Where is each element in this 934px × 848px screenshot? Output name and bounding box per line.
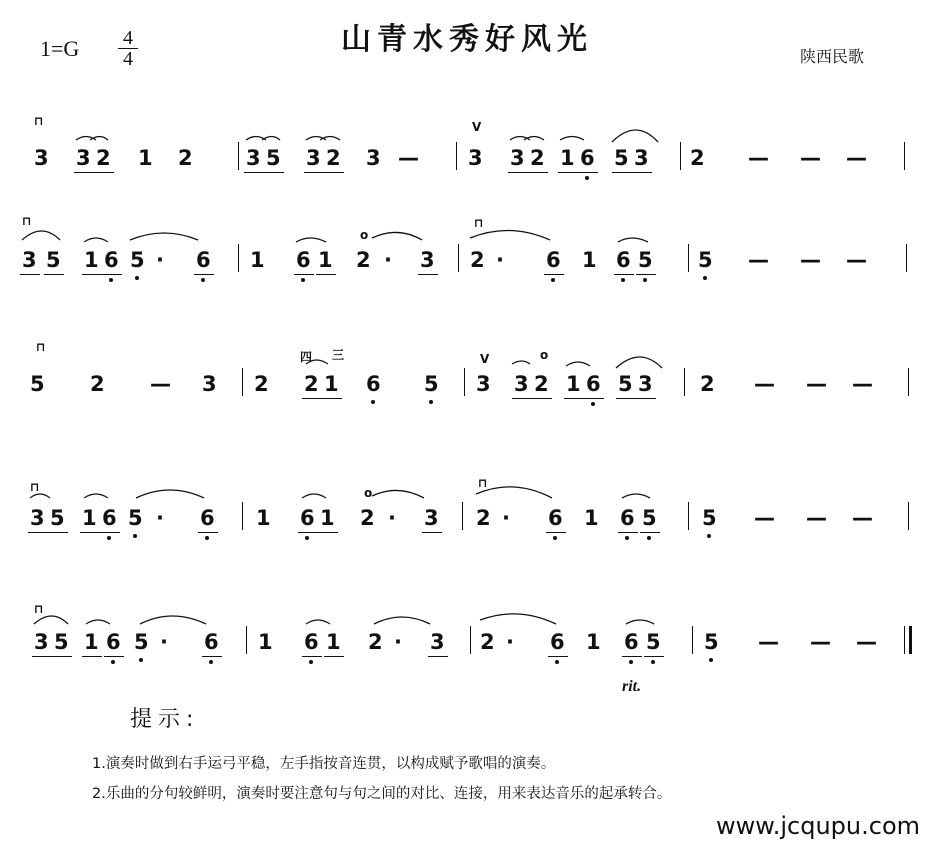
tip-line-2: 2.乐曲的分句较鲜明，演奏时要注意句与句之间的对比、连接，用来表达音乐的起承转合。: [92, 786, 672, 802]
note: 5: [702, 506, 717, 530]
note: 2: [254, 372, 269, 396]
slur: [372, 490, 424, 498]
up-bow-mark: V: [480, 352, 490, 366]
harmonic-mark: o: [540, 348, 549, 362]
dash-note: —: [846, 248, 867, 272]
slur: [612, 130, 658, 142]
dash-note: —: [856, 630, 877, 654]
note: 3: [366, 146, 381, 170]
down-bow-mark: ⊓: [22, 214, 32, 228]
note: 3: [22, 248, 37, 272]
note: 5: [30, 372, 45, 396]
slur: [306, 360, 328, 364]
note: 5: [642, 506, 657, 530]
note: 1: [258, 630, 273, 654]
note: 3: [34, 146, 49, 170]
augmentation-dot: ·: [160, 630, 168, 654]
note: 6: [548, 506, 563, 530]
note: 6: [624, 630, 639, 654]
augmentation-dot: ·: [496, 248, 504, 272]
dash-note: —: [806, 506, 827, 530]
down-bow-mark: ⊓: [34, 602, 44, 616]
note: 1: [584, 506, 599, 530]
dash-note: —: [754, 506, 775, 530]
dash-note: —: [748, 146, 769, 170]
dash-note: —: [810, 630, 831, 654]
site-watermark: www.jcqupu.com: [716, 812, 920, 840]
slur: [86, 620, 110, 624]
note: 2: [356, 248, 371, 272]
note: 6: [196, 248, 211, 272]
note: 1: [566, 372, 581, 396]
dash-note: —: [150, 372, 171, 396]
note: 3: [246, 146, 261, 170]
note: 2: [534, 372, 549, 396]
dash-note: —: [852, 372, 873, 396]
note: 6: [366, 372, 381, 396]
dash-note: —: [800, 146, 821, 170]
note: 5: [646, 630, 661, 654]
slur: [84, 238, 108, 242]
note: 2: [326, 146, 341, 170]
note: 1: [560, 146, 575, 170]
note: 1: [586, 630, 601, 654]
tips-label: 提示:: [130, 707, 200, 732]
note: 3: [420, 248, 435, 272]
slur: [524, 137, 544, 141]
note: 2: [368, 630, 383, 654]
note: 6: [296, 248, 311, 272]
note: 6: [620, 506, 635, 530]
score-title: 山青水秀好风光: [341, 22, 593, 57]
slur: [374, 617, 430, 624]
note: 6: [204, 630, 219, 654]
note: 5: [614, 146, 629, 170]
note: 5: [618, 372, 633, 396]
note: 3: [30, 506, 45, 530]
slur: [90, 137, 108, 141]
note: 6: [106, 630, 121, 654]
dash-note: —: [806, 372, 827, 396]
slur: [140, 616, 206, 624]
note: 2: [530, 146, 545, 170]
note: 3: [476, 372, 491, 396]
note: 3: [76, 146, 91, 170]
dash-note: —: [852, 506, 873, 530]
note: 3: [430, 630, 445, 654]
slur: [302, 494, 326, 498]
note: 5: [638, 248, 653, 272]
dash-note: —: [398, 146, 419, 170]
note: 6: [546, 248, 561, 272]
slur: [84, 494, 108, 498]
slur: [22, 231, 60, 240]
slur: [566, 362, 590, 366]
note: 1: [320, 506, 335, 530]
slur: [306, 620, 330, 624]
note: 6: [586, 372, 601, 396]
augmentation-dot: ·: [384, 248, 392, 272]
down-bow-mark: ⊓: [34, 114, 44, 128]
key-signature: 1=G: [40, 36, 80, 61]
note: 6: [616, 248, 631, 272]
note: 3: [638, 372, 653, 396]
note: 1: [138, 146, 153, 170]
slur: [626, 620, 654, 624]
note: 2: [360, 506, 375, 530]
augmentation-dot: ·: [502, 506, 510, 530]
down-bow-mark: ⊓: [36, 340, 46, 354]
note: 1: [318, 248, 333, 272]
note: 5: [128, 506, 143, 530]
slur: [30, 494, 50, 498]
tip-line-1: 1.演奏时做到右手运弓平稳，左手指按音连贯，以构成赋予歌唱的演奏。: [92, 756, 556, 772]
note: 3: [306, 146, 321, 170]
note: 5: [704, 630, 719, 654]
dash-note: —: [754, 372, 775, 396]
position-three-mark: 三: [332, 348, 345, 362]
slur: [320, 137, 340, 141]
slur: [372, 232, 422, 240]
note: 3: [468, 146, 483, 170]
note: 1: [250, 248, 265, 272]
note: 6: [550, 630, 565, 654]
note: 3: [514, 372, 529, 396]
slur: [512, 361, 530, 364]
note: 6: [304, 630, 319, 654]
note: 5: [50, 506, 65, 530]
slur: [296, 238, 326, 242]
note: 6: [102, 506, 117, 530]
slur: [130, 233, 198, 240]
dash-note: —: [800, 248, 821, 272]
note: 6: [300, 506, 315, 530]
note: 6: [200, 506, 215, 530]
slur: [34, 616, 68, 624]
dash-note: —: [846, 146, 867, 170]
note: 2: [178, 146, 193, 170]
note: 5: [698, 248, 713, 272]
slur: [622, 494, 650, 498]
note: 5: [134, 630, 149, 654]
down-bow-mark: ⊓: [30, 480, 40, 494]
augmentation-dot: ·: [388, 506, 396, 530]
slur: [560, 137, 584, 141]
note: 1: [326, 630, 341, 654]
song-origin: 陕西民歌: [800, 47, 865, 66]
note: 3: [202, 372, 217, 396]
note: 5: [266, 146, 281, 170]
note: 6: [580, 146, 595, 170]
meter-bottom: 4: [118, 48, 138, 69]
note: 2: [700, 372, 715, 396]
note: 5: [424, 372, 439, 396]
augmentation-dot: ·: [394, 630, 402, 654]
harmonic-mark: o: [364, 486, 373, 500]
slur: [470, 230, 550, 240]
meter-top: 4: [123, 27, 133, 49]
slur: [480, 614, 556, 624]
note: 1: [582, 248, 597, 272]
slur: [136, 490, 204, 498]
note: 2: [480, 630, 495, 654]
slur: [618, 238, 648, 242]
slur: [476, 487, 552, 498]
position-four-mark: 四: [300, 350, 313, 364]
note: 3: [510, 146, 525, 170]
up-bow-mark: V: [472, 120, 482, 134]
note: 3: [634, 146, 649, 170]
note: 1: [82, 506, 97, 530]
note: 2: [470, 248, 485, 272]
dash-note: —: [758, 630, 779, 654]
note: 1: [84, 248, 99, 272]
note: 1: [256, 506, 271, 530]
note: 2: [476, 506, 491, 530]
note: 2: [304, 372, 319, 396]
note: 5: [46, 248, 61, 272]
ritardando-mark: rit.: [622, 678, 642, 695]
augmentation-dot: ·: [156, 248, 164, 272]
down-bow-mark: ⊓: [474, 216, 484, 230]
note: 5: [54, 630, 69, 654]
slur: [616, 357, 662, 368]
note: 6: [104, 248, 119, 272]
note: 2: [96, 146, 111, 170]
down-bow-mark: ⊓: [478, 476, 488, 490]
note: 1: [84, 630, 99, 654]
note: 5: [130, 248, 145, 272]
note: 3: [424, 506, 439, 530]
harmonic-mark: o: [360, 228, 369, 242]
note: 1: [324, 372, 339, 396]
augmentation-dot: ·: [156, 506, 164, 530]
note: 2: [90, 372, 105, 396]
dash-note: —: [748, 248, 769, 272]
augmentation-dot: ·: [506, 630, 514, 654]
note: 3: [34, 630, 49, 654]
note: 2: [690, 146, 705, 170]
